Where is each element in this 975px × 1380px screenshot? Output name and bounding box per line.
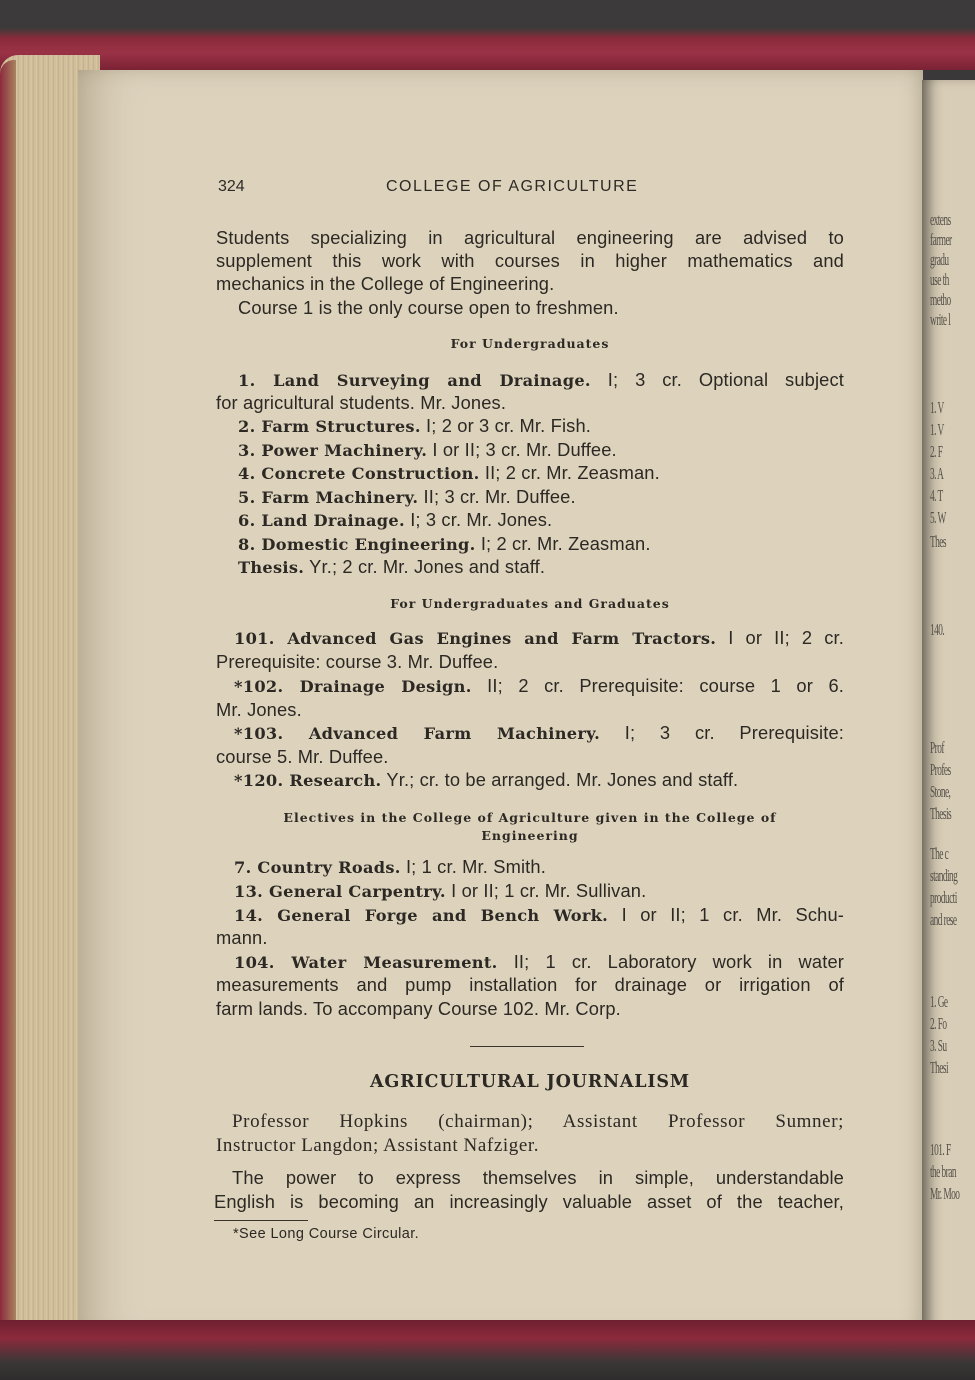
facing-page-fragment: 5. W: [930, 508, 946, 527]
footnote-rule: [214, 1220, 308, 1221]
electives-heading-1: Electives in the College of Agriculture given in the College of: [283, 810, 777, 825]
course-title: 14. General Forge and Bench Work.: [234, 906, 609, 925]
course-103: [216, 721, 844, 746]
course-103-cont: course 5. Mr. Duffee.: [216, 746, 389, 767]
course-title: *103. Advanced Farm Machinery.: [234, 724, 600, 743]
facing-page-fragment: Thes: [930, 532, 946, 551]
course-title: 6. Land Drainage.: [238, 511, 405, 530]
section-divider: [470, 1046, 584, 1047]
course-detail: II; 1 cr. Laboratory work in water: [513, 951, 844, 972]
course-102-cont: Mr. Jones.: [216, 699, 302, 720]
course-104-cont: measurements and pump installation for drainage or irrigation of: [216, 974, 844, 995]
facing-page-fragment: 4. T: [930, 486, 943, 505]
course-102: [216, 674, 844, 699]
book-binding-bottom: [0, 1320, 975, 1380]
facing-page-fragment: 3. Su: [930, 1036, 947, 1055]
course-title: 104. Water Measurement.: [234, 953, 498, 972]
facing-page-fragment: producti: [930, 888, 957, 907]
course-7: [234, 855, 844, 880]
staff-line-1-text: Professor Hopkins (chairman); Assistant Professor Sumner;: [232, 1111, 844, 1132]
facing-page-fragment: metho: [930, 290, 951, 309]
course-1-cont: for agricultural students. Mr. Jones.: [216, 392, 507, 413]
course-1: [216, 368, 844, 393]
facing-page-fragment: standing: [930, 866, 958, 885]
course-detail: I; 3 cr. Prerequisite:: [624, 722, 844, 743]
facing-page-fragment: the bran: [930, 1162, 956, 1181]
facing-page-fragment: Thesis: [930, 804, 952, 823]
course-title: *120. Research.: [234, 771, 382, 790]
course-2: [238, 414, 844, 439]
course-detail: I; 1 cr. Mr. Smith.: [405, 856, 546, 877]
course-3: [238, 438, 844, 463]
course-thesis: [238, 555, 844, 580]
journalism-para-1: The power to express themselves in simple, understandable: [232, 1167, 844, 1188]
course-14: [216, 903, 844, 928]
course-title: *102. Drainage Design.: [234, 677, 472, 696]
facing-page-fragment: Thesi: [930, 1058, 949, 1077]
course-title: 7. Country Roads.: [234, 858, 401, 877]
intro-line-1: Students specializing in agricultural engineering are advised to: [216, 227, 844, 248]
course-detail: Yr.; 2 cr. Mr. Jones and staff.: [309, 556, 546, 577]
course-14-cont: mann.: [216, 927, 268, 948]
course-detail: II; 2 cr. Prerequisite: course 1 or 6.: [487, 675, 845, 696]
facing-page-fragment: Stone,: [930, 782, 951, 801]
facing-page-fragment: Prof: [930, 738, 944, 757]
course-13: [234, 879, 844, 904]
facing-page-fragment: 1. V: [930, 420, 944, 439]
course-101: [216, 626, 844, 651]
facing-page-fragment: use th: [930, 270, 949, 289]
course-101-cont: Prerequisite: course 3. Mr. Duffee.: [216, 651, 499, 672]
facing-page-fragment: The c: [930, 844, 949, 863]
intro-line-3: mechanics in the College of Engineering.: [216, 273, 555, 294]
facing-page-fragment: Mr. Moo: [930, 1184, 960, 1203]
course-5: [238, 485, 844, 510]
course-title: 5. Farm Machinery.: [238, 488, 419, 507]
course-detail: I or II; 1 cr. Mr. Schu-: [621, 904, 844, 925]
facing-page-fragment: extens: [930, 210, 951, 229]
facing-page-fragment: and rese: [930, 910, 957, 929]
page-number: 324: [218, 178, 245, 195]
book-binding-top: [0, 0, 975, 70]
staff-line-2-text: Instructor Langdon; Assistant Nafziger.: [216, 1135, 540, 1156]
cover-edge: [0, 60, 16, 1340]
course-8: [238, 532, 844, 557]
course-6: [238, 508, 844, 533]
intro-note: Course 1 is the only course open to freshmen.: [238, 297, 619, 318]
facing-page-fragment: 101. F: [930, 1140, 951, 1159]
course-detail: I or II; 1 cr. Mr. Sullivan.: [451, 880, 647, 901]
course-4: [238, 461, 844, 486]
course-title: 1. Land Surveying and Drainage.: [238, 371, 591, 390]
course-title: Thesis.: [238, 558, 305, 577]
electives-heading-2: Engineering: [481, 828, 579, 843]
staff-line-1: [232, 1109, 844, 1134]
facing-page-fragment: Profes: [930, 760, 951, 779]
course-104-cont2: farm lands. To accompany Course 102. Mr. Corp.: [216, 998, 621, 1019]
facing-page-fragment: 1. V: [930, 398, 944, 417]
course-title: 3. Power Machinery.: [238, 441, 428, 460]
facing-page-fragment: 140.: [930, 620, 945, 639]
course-title: 13. General Carpentry.: [234, 882, 446, 901]
footnote: *See Long Course Circular.: [233, 1226, 420, 1242]
course-detail: I; 2 cr. Mr. Zeasman.: [480, 533, 651, 554]
undergrad-heading: For Undergraduates: [450, 336, 610, 351]
facing-page-fragment: 2. Fo: [930, 1014, 947, 1033]
grad-heading: For Undergraduates and Graduates: [390, 596, 670, 611]
facing-page-fragment: 3. A: [930, 464, 944, 483]
course-detail: Yr.; cr. to be arranged. Mr. Jones and staff.: [386, 769, 739, 790]
course-detail: I; 3 cr. Optional subject: [607, 369, 844, 390]
course-title: 2. Farm Structures.: [238, 417, 421, 436]
facing-page-fragment: gradu: [930, 250, 949, 269]
facing-page-fragment: 2. F: [930, 442, 943, 461]
course-detail: I or II; 2 cr.: [728, 627, 844, 648]
facing-page-fragment: 1. Ge: [930, 992, 948, 1011]
course-120: [234, 768, 844, 793]
course-detail: I; 3 cr. Mr. Jones.: [410, 509, 553, 530]
section-heading-journalism: AGRICULTURAL JOURNALISM: [370, 1072, 690, 1092]
course-title: 8. Domestic Engineering.: [238, 535, 476, 554]
facing-page-fragment: write l: [930, 310, 951, 329]
course-detail: II; 3 cr. Mr. Duffee.: [423, 486, 576, 507]
course-detail: II; 2 cr. Mr. Zeasman.: [484, 462, 660, 483]
course-104: [216, 950, 844, 975]
journalism-para-2: English is becoming an increasingly valuable asset of the teacher,: [214, 1191, 844, 1212]
course-title: 101. Advanced Gas Engines and Farm Tractors.: [234, 629, 717, 648]
running-title: COLLEGE OF AGRICULTURE: [386, 178, 639, 195]
course-title: 4. Concrete Construction.: [238, 464, 480, 483]
facing-page-fragment: farmer: [930, 230, 952, 249]
staff-line-2: [216, 1133, 844, 1158]
intro-line-2: supplement this work with courses in higher mathematics and: [216, 250, 844, 271]
course-detail: I; 2 or 3 cr. Mr. Fish.: [426, 415, 591, 436]
course-detail: I or II; 3 cr. Mr. Duffee.: [432, 439, 617, 460]
facing-page: [922, 80, 975, 1335]
